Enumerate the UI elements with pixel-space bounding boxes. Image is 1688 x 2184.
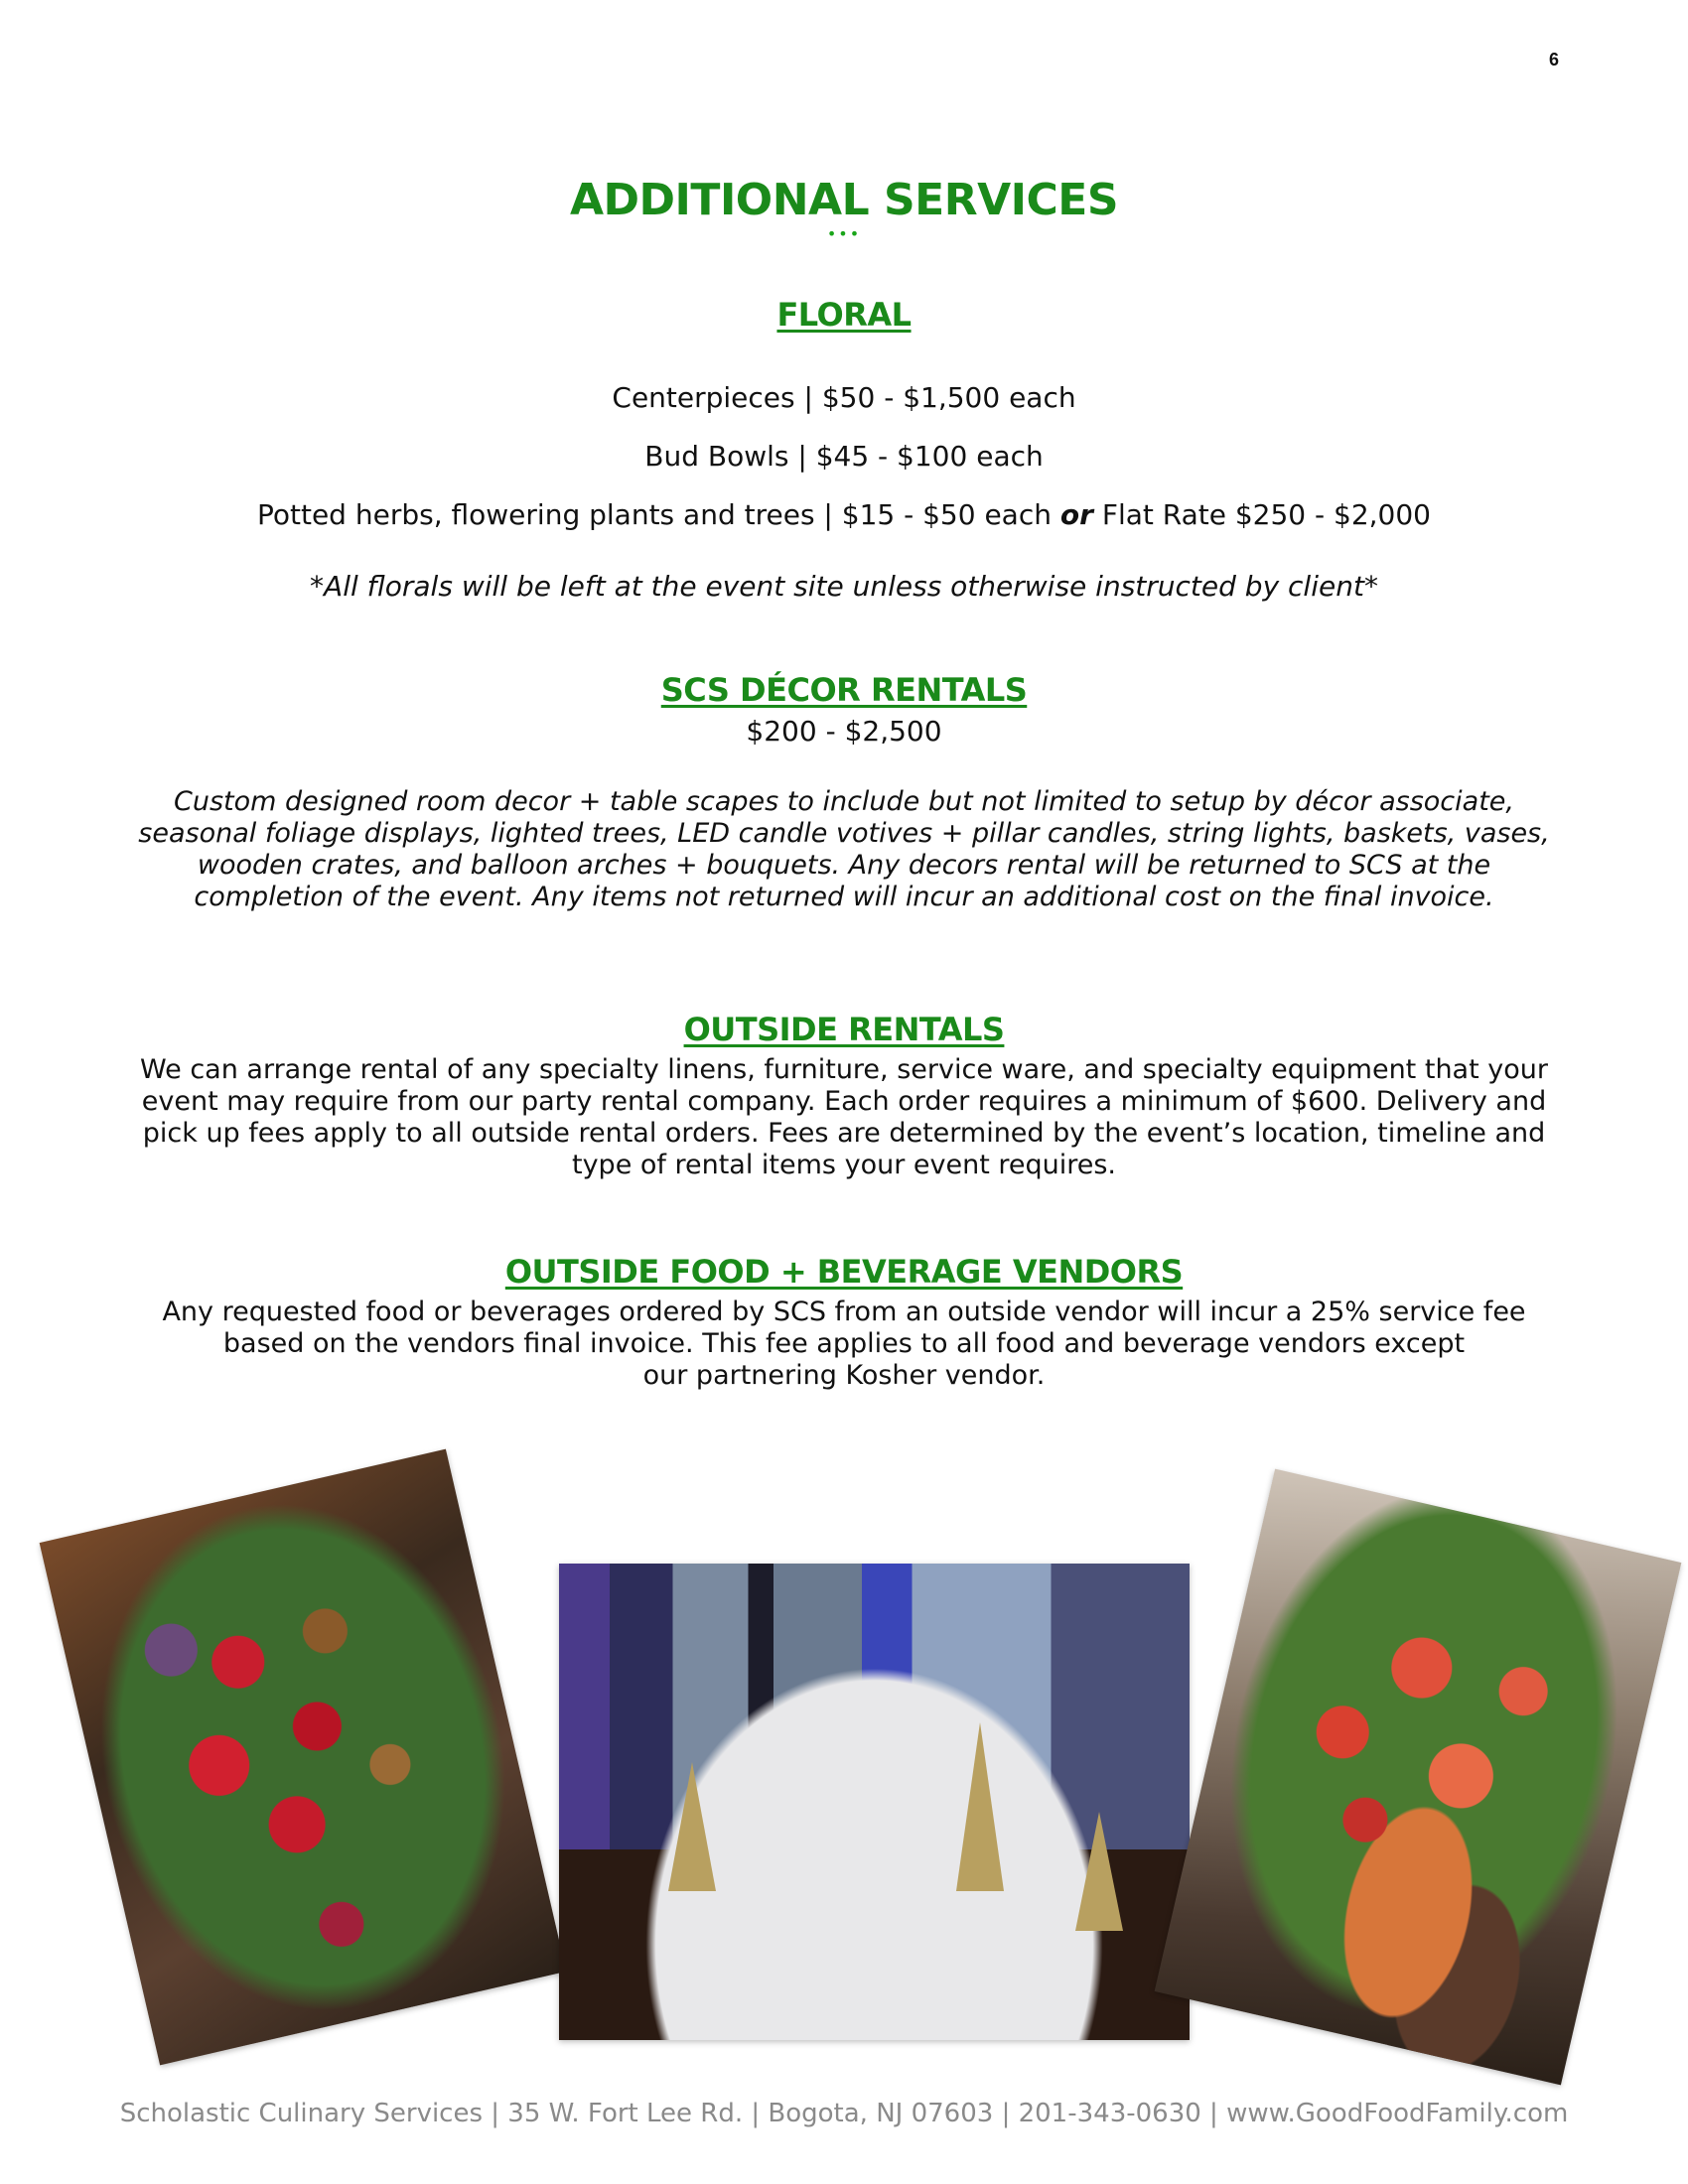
outside-rentals-heading: OUTSIDE RENTALS bbox=[683, 1011, 1005, 1048]
page-title: ADDITIONAL SERVICES bbox=[569, 175, 1119, 225]
footer-contact: Scholastic Culinary Services | 35 W. Fort Lee Rd. | Bogota, NJ 07603 | 201-343-0630 | www.GoodFoodFamily.com bbox=[119, 2099, 1569, 2128]
lighted-tree-decor bbox=[668, 1762, 716, 1891]
floral-arrangement-photo-left bbox=[40, 1449, 567, 2066]
outside-rentals-description bbox=[104, 1054, 1584, 1181]
food-vendors-line: based on the vendors final invoice. This fee applies to all food and beverage vendors except bbox=[222, 1328, 1466, 1359]
lighted-tree-decor bbox=[1075, 1812, 1123, 1931]
decor-line: wooden crates, and balloon arches + bouquets. Any decors rental will be returned to SCS at the bbox=[197, 850, 1491, 881]
outside-rentals-line: event may require from our party rental company. Each order requires a minimum of $600. Delivery and bbox=[141, 1086, 1547, 1117]
floral-note: *All florals will be left at the event site unless otherwise instructed by client* bbox=[310, 570, 1378, 603]
title-dots-divider: ••• bbox=[826, 224, 862, 243]
lighted-tree-decor bbox=[956, 1722, 1004, 1891]
decor-heading: SCS DÉCOR RENTALS bbox=[660, 671, 1028, 709]
floral-potted-text: Potted herbs, flowering plants and trees | $15 - $50 each bbox=[256, 498, 1060, 531]
outside-rentals-line: We can arrange rental of any specialty linens, furniture, service ware, and specialty equipment that your bbox=[140, 1054, 1548, 1085]
food-vendors-line: Any requested food or beverages ordered by SCS from an outside vendor will incur a 25% service fee bbox=[162, 1297, 1526, 1327]
decor-description bbox=[104, 786, 1584, 913]
decor-tables-photo bbox=[559, 1564, 1190, 2040]
decor-price: $200 - $2,500 bbox=[746, 715, 942, 748]
decor-line: completion of the event. Any items not returned will incur an additional cost on the final invoice. bbox=[194, 882, 1494, 912]
food-vendors-line: our partnering Kosher vendor. bbox=[642, 1360, 1046, 1391]
food-vendors-heading: OUTSIDE FOOD + BEVERAGE VENDORS bbox=[504, 1253, 1184, 1291]
page-number: 6 bbox=[1549, 50, 1560, 69]
decor-line: seasonal foliage displays, lighted trees, LED candle votives + pillar candles, string lights, baskets, vases, bbox=[138, 818, 1550, 849]
outside-rentals-line: type of rental items your event requires. bbox=[571, 1150, 1116, 1180]
floral-potted-line bbox=[0, 498, 1688, 531]
floral-centerpieces-line: Centerpieces | $50 - $1,500 each bbox=[612, 381, 1076, 414]
floral-arrangement-photo-right bbox=[1155, 1469, 1682, 2086]
decor-line: Custom designed room decor + table scapes to include but not limited to setup by décor associate, bbox=[174, 786, 1514, 817]
food-vendors-description bbox=[104, 1297, 1584, 1392]
outside-rentals-line: pick up fees apply to all outside rental orders. Fees are determined by the event’s location, timeline and bbox=[142, 1118, 1546, 1149]
floral-potted-or: or bbox=[1059, 498, 1093, 531]
floral-potted-flat-rate: Flat Rate $250 - $2,000 bbox=[1092, 498, 1431, 531]
floral-heading: FLORAL bbox=[776, 296, 912, 334]
floral-bud-bowls-line: Bud Bowls | $45 - $100 each bbox=[644, 440, 1044, 473]
